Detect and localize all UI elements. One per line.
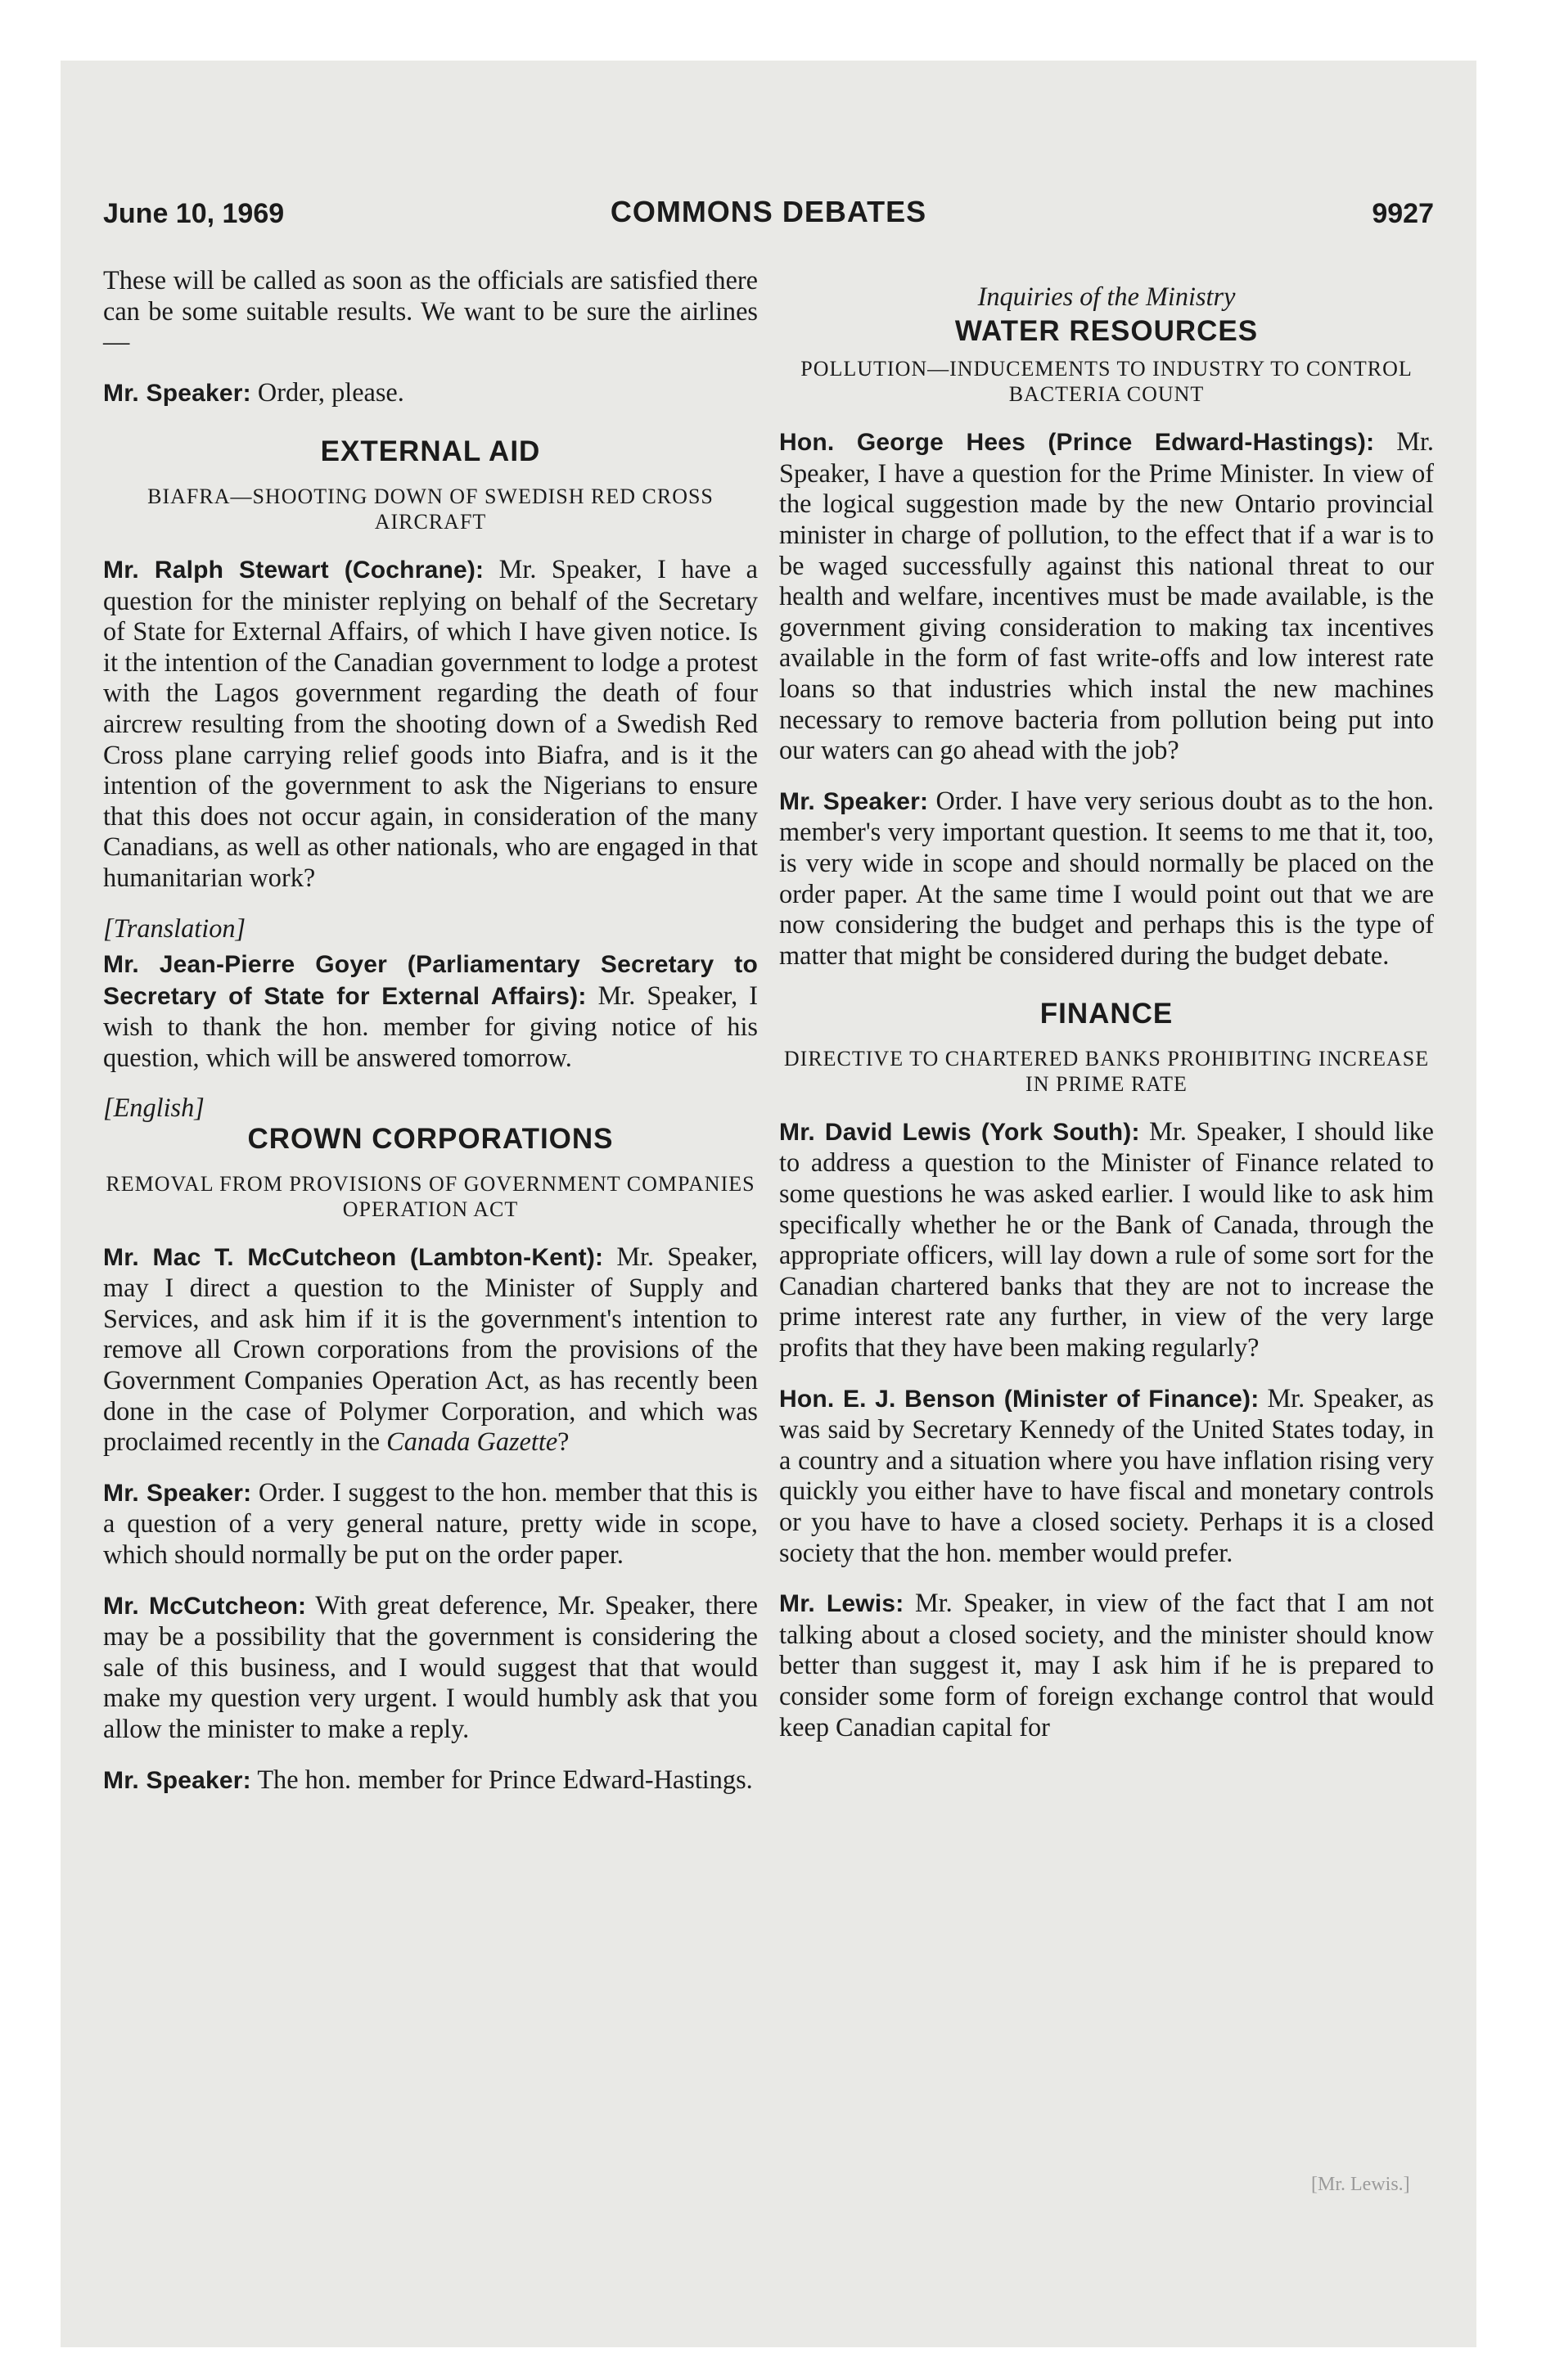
speaker-name: Mr. Ralph Stewart (Cochrane): xyxy=(103,556,485,584)
speech-text: Order. I have very serious doubt as to the hon. member's very important question. It seems to me that it, too, is very wide in scope and should normally be placed on the order paper. At the same time I would point out that we are now considering the budget and perhaps this is the type of matter that might be considered during the budget debate. xyxy=(779,785,1434,970)
speaker-name: Mr. Mac T. McCutcheon (Lambton-Kent): xyxy=(103,1243,604,1271)
speaker-name: Hon. George Hees (Prince Edward-Hastings): xyxy=(779,429,1375,457)
paragraph xyxy=(103,1477,758,1571)
language-marker: [English] xyxy=(103,1093,205,1123)
paragraph xyxy=(103,554,758,894)
paragraph xyxy=(103,1242,758,1458)
speaker-name: Mr. Speaker: xyxy=(779,787,929,815)
paragraph: These will be called as soon as the officials are satisfied there can be some suitable results. We want to be sure the airlines— xyxy=(103,265,758,357)
speaker-name: Mr. Speaker: xyxy=(103,1766,251,1794)
speech-text: The hon. member for Prince Edward-Hastings. xyxy=(250,1764,753,1794)
speech-text: Mr. Speaker, may I direct a question to the Minister of Supply and Services, and ask him if it is the government's intention to remove all Crown corporations from the provisions of the Government Companies Operation Act, as has recently been done in the case of Polymer Corporation, and which was proclaimed recently in the xyxy=(103,1241,758,1457)
page-sheet xyxy=(61,61,1476,2347)
section-heading: FINANCE xyxy=(1039,998,1174,1030)
speech-text: Mr. Speaker, I wish to thank the hon. member for giving notice of his question, which will be answered tomorrow. xyxy=(103,980,759,1072)
speech-text: Mr. Speaker, I have a question for the Prime Minister. In view of the logical suggestion made by the new Ontario provincial minister in charge of pollution, to the effect that if a war is to be waged successfully against this national threat to our health and welfare, incentives must be made available, is the government giving consideration to making tax incentives available in the form of fast write-offs and low interest rate loans so that industries which instal the new machines necessary to remove bacteria from pollution being put into our waters can go ahead with the job? xyxy=(779,426,1434,765)
section-heading: CROWN CORPORATIONS xyxy=(247,1123,614,1156)
speaker-name: Mr. Lewis: xyxy=(779,1590,904,1618)
paragraph xyxy=(103,1765,758,1796)
header-page-number: 9927 xyxy=(1372,198,1434,229)
paragraph xyxy=(779,1383,1434,1569)
section-heading: EXTERNAL AID xyxy=(320,435,541,468)
paragraph xyxy=(779,786,1434,971)
speech-text: With great deference, Mr. Speaker, there may be a possibility that the government is considering the sale of this business, and I would suggest that that would make my question very urgent. I would humbly ask that you allow the minister to make a reply. xyxy=(103,1589,759,1743)
subsection-heading: POLLUTION—INDUCEMENTS TO INDUSTRY TO CONTROL BACTERIA COUNT xyxy=(800,357,1413,407)
running-heading: Inquiries of the Ministry xyxy=(977,282,1236,311)
paragraph xyxy=(103,377,758,409)
speech-text: Mr. Speaker, I should like to address a question to the Minister of Finance related to some questions he was asked earlier. I would like to ask him specifically whether he or the Bank of Canada, through the appropriate officers, will lay down a rule of some sort for the Canadian chartered banks that they are not to increase the prime interest rate any further, in view of the very large profits that they have been making regularly? xyxy=(779,1116,1434,1363)
paragraph xyxy=(103,1590,758,1745)
right-column xyxy=(779,282,1434,1762)
speaker-name: Mr. Speaker: xyxy=(103,1479,252,1507)
language-marker: [Translation] xyxy=(103,913,246,943)
speaker-name: Mr. David Lewis (York South): xyxy=(779,1118,1140,1146)
paragraph xyxy=(779,1588,1434,1742)
subsection-heading: BIAFRA—SHOOTING DOWN OF SWEDISH RED CROSS AIRCRAFT xyxy=(147,484,714,534)
page-header xyxy=(103,190,1434,239)
paragraph xyxy=(103,949,758,1073)
paragraph xyxy=(779,426,1434,766)
subsection-heading: DIRECTIVE TO CHARTERED BANKS PROHIBITING INCREASE IN PRIME RATE xyxy=(783,1046,1430,1096)
speaker-name: Hon. E. J. Benson (Minister of Finance): xyxy=(779,1385,1260,1413)
speech-text: Order, please. xyxy=(250,376,404,407)
left-column xyxy=(103,265,758,1815)
header-date: June 10, 1969 xyxy=(103,198,285,229)
speech-text: ? xyxy=(557,1427,570,1457)
speech-text: Mr. Speaker, I have a question for the minister replying on behalf of the Secretary of State for External Affairs, of which I have given notice. Is it the intention of the Canadian government to lodge a protest with the Lagos government regarding the death of four aircrew resulting from the shooting down of a Swedish Red Cross plane carrying relief goods into Biafra, and is it the intention of the government to ask the Nigerians to ensure that this does not occur again, in consideration of the many Canadians, as well as other nationals, who are engaged in that humanitarian work? xyxy=(103,553,758,892)
speaker-name: Mr. McCutcheon: xyxy=(103,1592,307,1620)
speaker-name: Mr. Speaker: xyxy=(103,379,251,407)
footer-note: [Mr. Lewis.] xyxy=(1311,2174,1410,2195)
section-heading: WATER RESOURCES xyxy=(954,314,1259,347)
paragraph xyxy=(779,1116,1434,1364)
subsection-heading: REMOVAL FROM PROVISIONS OF GOVERNMENT COMPANIES OPERATION ACT xyxy=(106,1171,755,1221)
speech-text: Mr. Speaker, in view of the fact that I am not talking about a closed society, and the minister should know better than suggest it, may I ask him if he is prepared to consider some form of foreign exchange control that would keep Canadian capital for xyxy=(779,1588,1434,1742)
speaker-name: Mr. Jean-Pierre Goyer (Parliamentary Secretary to Secretary of State for External Affairs): xyxy=(103,951,758,1010)
speech-text: Order. I suggest to the hon. member that this is a question of a very general nature, pretty wide in scope, which should normally be put on the order paper. xyxy=(103,1476,759,1569)
publication-title: Canada Gazette xyxy=(386,1427,558,1457)
speech-text: Mr. Speaker, as was said by Secretary Kennedy of the United States today, in a country and a situation where you have inflation rising very quickly you either have to have fiscal and monetary controls or you have to have a closed society. Perhaps it is a closed society that the hon. member would prefer. xyxy=(779,1382,1434,1567)
header-title: COMMONS DEBATES xyxy=(610,195,927,228)
